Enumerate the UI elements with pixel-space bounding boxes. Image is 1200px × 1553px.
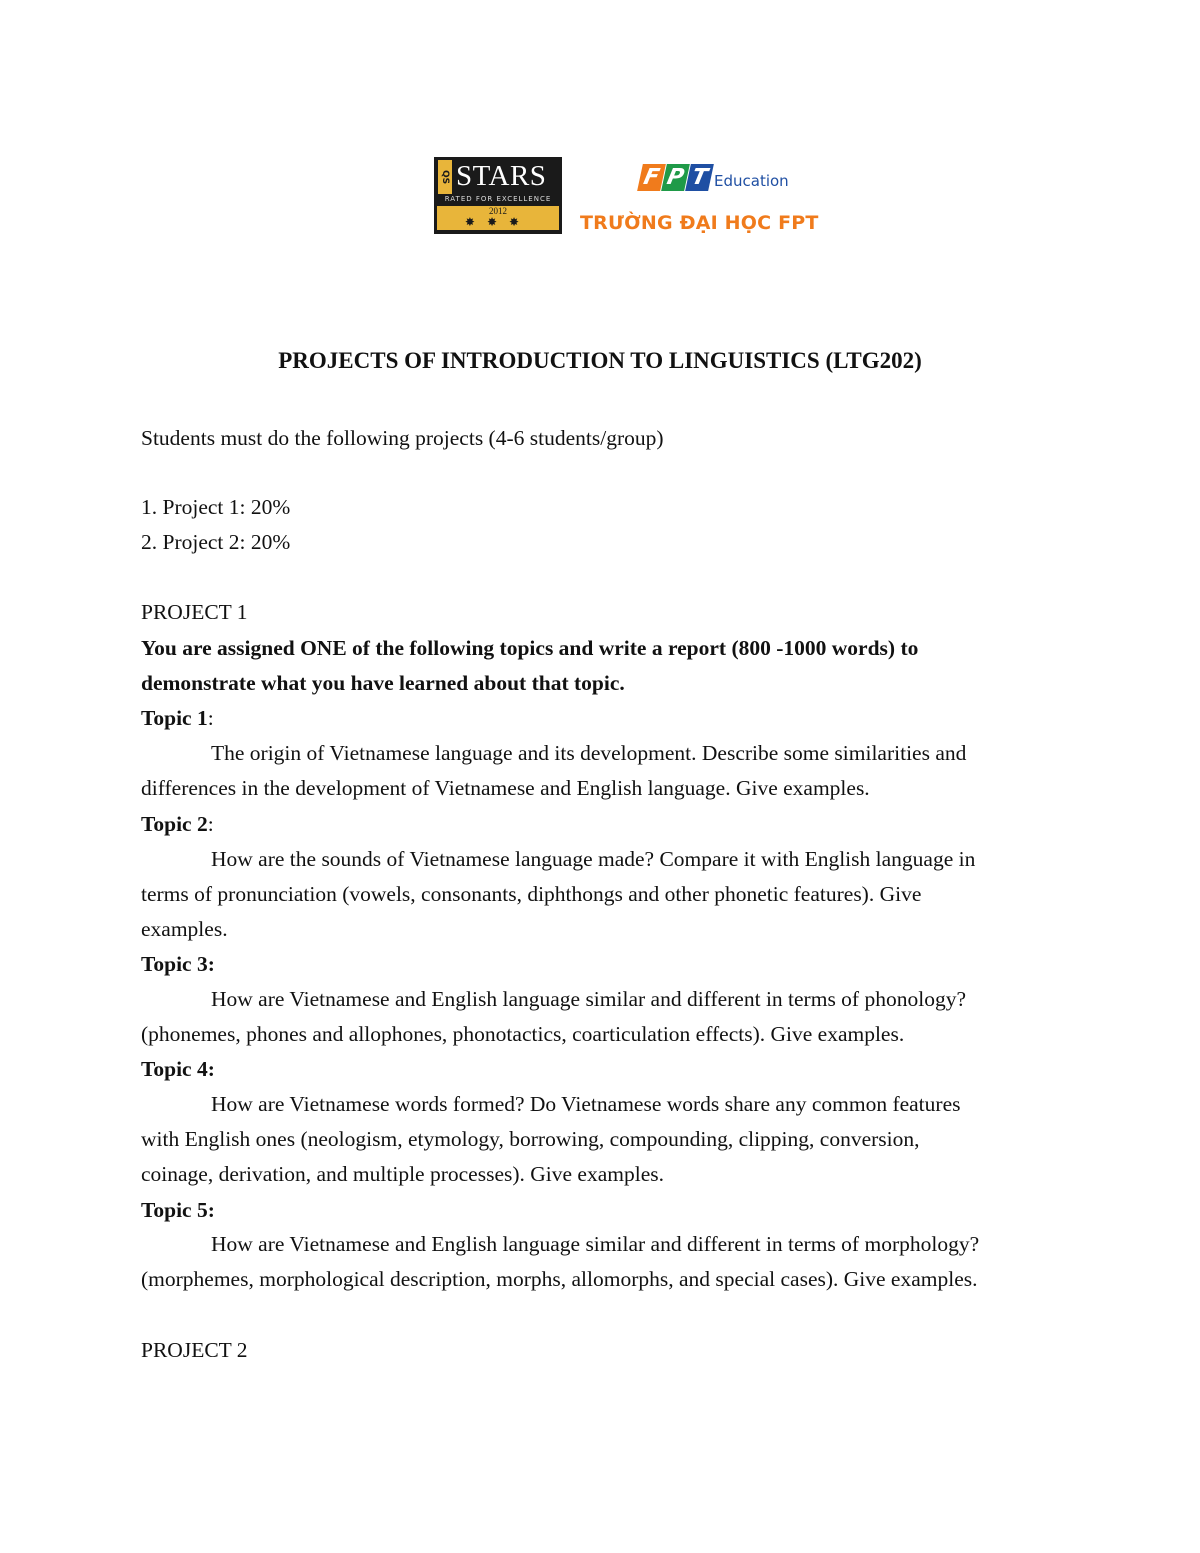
grading-item-1: 1. Project 1: 20% <box>141 495 291 519</box>
topic-3-line-1: How are Vietnamese and English language similar and different in terms of phonology? <box>211 987 966 1011</box>
topic-4-line-2: with English ones (neologism, etymology, borrowing, compounding, clipping, conversion, <box>141 1127 920 1151</box>
topic-2-label: Topic 2 <box>141 812 208 836</box>
topic-2-suffix: : <box>207 812 214 836</box>
topic-2-line-2: terms of pronunciation (vowels, consonants, diphthongs and other phonetic features). Give <box>141 882 922 906</box>
topic-4-line-3: coinage, derivation, and multiple processes). Give examples. <box>141 1162 665 1186</box>
qs-stars-logo <box>434 157 562 234</box>
qs-badge: QS <box>438 160 452 194</box>
fpt-letter-f: F <box>637 164 666 191</box>
fpt-letter-p: P <box>661 164 690 191</box>
topic-4-line-1: How are Vietnamese words formed? Do Vietnamese words share any common features <box>211 1092 961 1116</box>
topic-2-line-1: How are the sounds of Vietnamese language made? Compare it with English language in <box>211 847 976 871</box>
topic-3-label: Topic 3: <box>141 952 215 976</box>
qs-logo-top <box>434 157 562 197</box>
project1-instruction-line2: demonstrate what you have learned about that topic. <box>141 671 625 695</box>
fpt-letter-t: T <box>685 164 714 191</box>
topic-2-heading <box>141 810 214 838</box>
topic-5-line-2: (morphemes, morphological description, morphs, allomorphs, and special cases). Give examples. <box>141 1267 978 1291</box>
topic-5-line-1: How are Vietnamese and English language similar and different in terms of morphology? <box>211 1232 980 1256</box>
qs-stars-word: STARS <box>456 160 547 192</box>
fpt-university-name: TRƯỜNG ĐẠI HỌC FPT <box>580 212 819 234</box>
topic-1-line-1: The origin of Vietnamese language and its development. Describe some similarities and <box>211 741 967 765</box>
topic-4-label: Topic 4: <box>141 1057 215 1081</box>
page-title: PROJECTS OF INTRODUCTION TO LINGUISTICS (LTG202) <box>278 348 922 373</box>
qs-star-icons: ✸✸✸ <box>464 215 532 229</box>
topic-3-line-2: (phonemes, phones and allophones, phonotactics, coarticulation effects). Give examples. <box>141 1022 905 1046</box>
fpt-education-text: Education <box>714 172 789 190</box>
topic-1-line-2: differences in the development of Vietnamese and English language. Give examples. <box>141 776 870 800</box>
topic-2-line-3: examples. <box>141 917 228 941</box>
qs-year: 2012 <box>489 206 507 216</box>
topic-1-label: Topic 1 <box>141 706 208 730</box>
qs-logo-band <box>437 206 559 230</box>
project2-heading: PROJECT 2 <box>141 1338 248 1362</box>
topic-5-label: Topic 5: <box>141 1198 215 1222</box>
fpt-education-logo <box>580 160 840 240</box>
project1-instruction-line1: You are assigned ONE of the following topics and write a report (800 -1000 words) to <box>141 636 919 660</box>
topic-1-suffix: : <box>207 706 214 730</box>
grading-item-2: 2. Project 2: 20% <box>141 530 291 554</box>
fpt-letters <box>640 164 712 196</box>
project1-heading: PROJECT 1 <box>141 600 248 624</box>
intro-text: Students must do the following projects (4-6 students/group) <box>141 426 664 450</box>
topic-1-heading <box>141 704 214 732</box>
qs-subtitle: RATED FOR EXCELLENCE <box>444 195 552 203</box>
